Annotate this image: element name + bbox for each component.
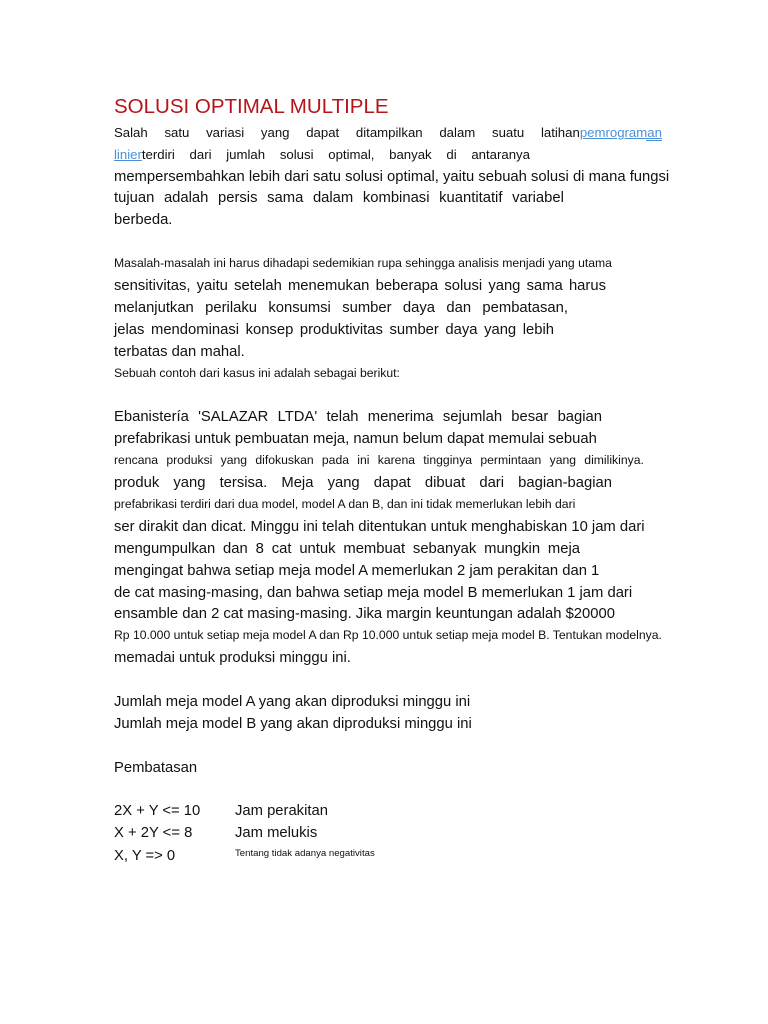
- constraints-heading: Pembatasan: [114, 760, 198, 776]
- para3-line-5: prefabrikasi terdiri dari dua model, model A dan B, dan ini tidak memerlukan lebih dari: [114, 497, 576, 511]
- para2-word: konsumsi: [268, 300, 331, 316]
- intro-word: dalam: [439, 125, 476, 140]
- para3-word: 8: [255, 541, 264, 557]
- para3-word: rencana: [114, 453, 159, 467]
- hyperlink-pemrograman[interactable]: pemrograman: [579, 125, 662, 140]
- para2-word: menemukan: [287, 278, 370, 294]
- intro-word: kuantitatif: [439, 190, 503, 206]
- intro-word: antaranya: [471, 147, 530, 162]
- para3-word: yang: [327, 475, 360, 491]
- para2-word: yang: [488, 278, 521, 294]
- constraint-label: Tentang tidak adanya negativitas: [235, 848, 375, 859]
- para2-word: pembatasan,: [482, 300, 568, 316]
- para3-line-1: [114, 410, 602, 425]
- para3-word: meja: [547, 541, 580, 557]
- para2-word: yang: [484, 322, 517, 338]
- intro-word: variabel: [512, 190, 564, 206]
- para2-word: dan: [446, 300, 472, 316]
- para3-line-12: memadai untuk produksi minggu ini.: [114, 650, 351, 666]
- intro-word: optimal,: [328, 147, 375, 162]
- intro-line-2: [114, 148, 530, 161]
- para2-word: lebih: [522, 322, 554, 338]
- para3-line-8: mengingat bahwa setiap meja model A memerlukan 2 jam perakitan dan 1: [114, 563, 600, 579]
- para3-word: cat: [271, 541, 292, 557]
- para3-word: produksi: [166, 453, 213, 467]
- intro-word: Salah: [114, 125, 148, 140]
- para2-line-1: Masalah-masalah ini harus dihadapi sedemikian rupa sehingga analisis menjadi yang utama: [114, 256, 612, 270]
- para2-line-5: terbatas dan mahal.: [114, 344, 245, 360]
- para3-line-7: [114, 542, 580, 557]
- para3-word: mengumpulkan: [114, 541, 216, 557]
- para3-line-4: [114, 476, 612, 491]
- intro-word: variasi: [206, 125, 245, 140]
- para2-line-3: [114, 301, 568, 316]
- para2-word: perilaku: [205, 300, 257, 316]
- intro-line-5: berbeda.: [114, 212, 173, 228]
- intro-word: jumlah: [226, 147, 266, 162]
- para2-word: sumber: [389, 322, 439, 338]
- intro-word: satu: [164, 125, 190, 140]
- intro-word: suatu: [491, 125, 525, 140]
- para2-word: melanjutkan: [114, 300, 194, 316]
- para3-word: LTDA': [277, 409, 318, 425]
- intro-word: di: [446, 147, 457, 162]
- intro-word: sama: [267, 190, 304, 206]
- para2-word: jelas: [114, 322, 145, 338]
- para3-word: pada: [321, 453, 350, 467]
- para3-word: karena: [377, 453, 416, 467]
- para3-word: Ebanistería: [114, 409, 189, 425]
- constraint-expression: X + 2Y <= 8: [114, 825, 193, 841]
- intro-word: linierterdiri: [114, 147, 175, 162]
- intro-word: adalah: [163, 190, 209, 206]
- para3-word: telah: [326, 409, 359, 425]
- para2-word: sama: [526, 278, 563, 294]
- intro-line-3: mempersembahkan lebih dari satu solusi optimal, yaitu sebuah solusi di mana fungsi: [114, 169, 670, 185]
- para2-word: sumber: [342, 300, 392, 316]
- para3-word: yang: [549, 453, 577, 467]
- para3-line-6: ser dirakit dan dicat. Minggu ini telah ditentukan untuk menghabiskan 10 jam dari: [114, 519, 645, 535]
- para3-word: tingginya: [423, 453, 473, 467]
- para2-word: daya: [445, 322, 478, 338]
- intro-word: kombinasi: [362, 190, 430, 206]
- para2-word: mendominasi: [151, 322, 240, 338]
- para2-line-4: [114, 323, 554, 338]
- para3-word: tersisa.: [219, 475, 268, 491]
- para2-word: produktivitas: [299, 322, 383, 338]
- para3-word: besar: [511, 409, 549, 425]
- para3-word: permintaan: [480, 453, 542, 467]
- page-title: SOLUSI OPTIMAL MULTIPLE: [114, 95, 389, 118]
- para3-word: yang: [220, 453, 248, 467]
- para3-word: dimilikinya.: [584, 453, 644, 467]
- para3-word: yang: [173, 475, 206, 491]
- para3-word: dari: [479, 475, 505, 491]
- para3-word: 'SALAZAR: [198, 409, 269, 425]
- intro-word: latihanpemrograman: [540, 125, 662, 140]
- intro-line-1: [114, 126, 662, 139]
- para3-word: dan: [223, 541, 248, 557]
- para3-line-3: [114, 454, 644, 466]
- variable-b-line: Jumlah meja model B yang akan diproduksi minggu ini: [114, 716, 472, 732]
- constraint-expression: 2X + Y <= 10: [114, 803, 201, 819]
- para2-line-2: [114, 279, 606, 294]
- intro-word: ditampilkan: [355, 125, 423, 140]
- para3-word: membuat: [343, 541, 406, 557]
- para3-word: ini: [357, 453, 370, 467]
- para2-line-6: Sebuah contoh dari kasus ini adalah sebagai berikut:: [114, 366, 400, 380]
- para3-word: sebanyak: [412, 541, 477, 557]
- para3-word: Meja: [281, 475, 314, 491]
- intro-word: persis: [218, 190, 258, 206]
- constraint-label: Jam melukis: [235, 825, 318, 841]
- para3-line-9: de cat masing-masing, dan bahwa setiap meja model B memerlukan 1 jam dari: [114, 585, 633, 601]
- constraint-label: Jam perakitan: [235, 803, 328, 819]
- para3-word: bagian: [557, 409, 602, 425]
- intro-word: dapat: [306, 125, 340, 140]
- hyperlink-linier[interactable]: linier: [114, 147, 142, 162]
- para2-word: yaitu: [196, 278, 228, 294]
- para2-word: harus: [568, 278, 606, 294]
- para2-word: setelah: [234, 278, 282, 294]
- intro-word: yang: [260, 125, 290, 140]
- para3-word: dapat: [373, 475, 411, 491]
- link-underline-tail: [646, 126, 662, 141]
- para2-word: daya: [402, 300, 435, 316]
- variable-a-line: Jumlah meja model A yang akan diproduksi minggu ini: [114, 694, 471, 710]
- para3-line-2: prefabrikasi untuk pembuatan meja, namun belum dapat memulai sebuah: [114, 431, 597, 447]
- para3-word: dibuat: [424, 475, 466, 491]
- intro-line-4: [114, 191, 564, 206]
- intro-word: solusi: [279, 147, 314, 162]
- para2-word: sensitivitas,: [114, 278, 191, 294]
- para3-line-11: Rp 10.000 untuk setiap meja model A dan Rp 10.000 untuk setiap meja model B. Tentukan modelnya.: [114, 628, 662, 642]
- intro-word: tujuan: [114, 190, 155, 206]
- para3-word: untuk: [299, 541, 336, 557]
- para2-word: solusi: [444, 278, 483, 294]
- intro-word: dari: [189, 147, 212, 162]
- para3-word: bagian-bagian: [518, 475, 612, 491]
- para2-word: beberapa: [375, 278, 439, 294]
- constraint-expression: X, Y => 0: [114, 848, 176, 864]
- para3-line-10: ensamble dan 2 cat masing-masing. Jika margin keuntungan adalah $20000: [114, 606, 615, 622]
- intro-word: dalam: [312, 190, 354, 206]
- para3-word: sejumlah: [442, 409, 503, 425]
- para3-word: difokuskan: [255, 453, 314, 467]
- para3-word: menerima: [367, 409, 434, 425]
- para2-word: konsep: [245, 322, 294, 338]
- intro-word: banyak: [389, 147, 432, 162]
- para3-word: mungkin: [484, 541, 541, 557]
- para3-word: produk: [114, 475, 160, 491]
